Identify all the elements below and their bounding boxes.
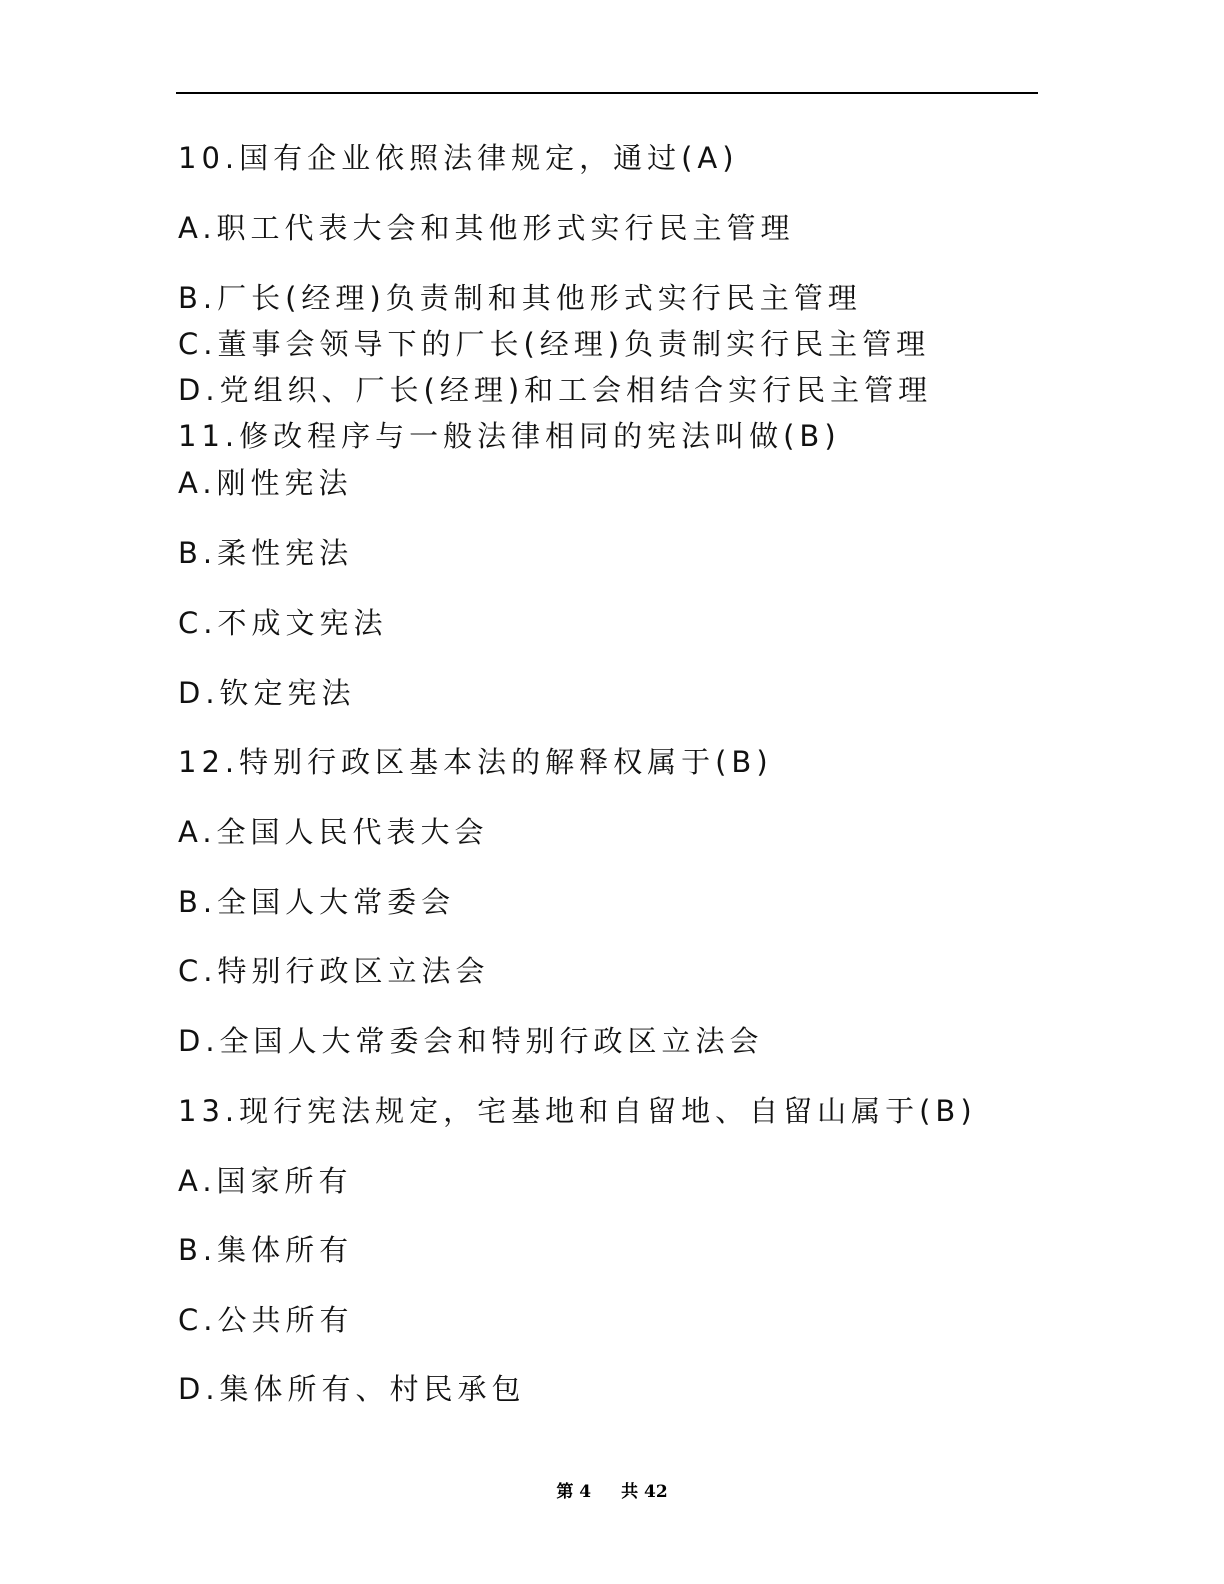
question-13-option-d: D.集体所有、村民承包	[178, 1372, 526, 1406]
page-number: 第 4	[556, 1482, 592, 1502]
page-footer	[0, 1477, 1224, 1502]
question-12: 12.特别行政区基本法的解释权属于(B)	[178, 745, 773, 779]
header-rule	[176, 92, 1038, 94]
question-11-option-b: B.柔性宪法	[178, 536, 354, 570]
question-10-option-c: C.董事会领导下的厂长(经理)负责制实行民主管理	[178, 327, 931, 361]
question-12-option-d: D.全国人大常委会和特别行政区立法会	[178, 1024, 764, 1058]
question-10-option-d: D.党组织、厂长(经理)和工会相结合实行民主管理	[178, 373, 933, 407]
page-total: 共 42	[621, 1482, 668, 1502]
question-10-option-b: B.厂长(经理)负责制和其他形式实行民主管理	[178, 281, 862, 315]
question-12-option-a: A.全国人民代表大会	[178, 815, 489, 849]
question-10-option-a: A.职工代表大会和其他形式实行民主管理	[178, 211, 795, 245]
question-10: 10.国有企业依照法律规定，通过(A)	[178, 141, 739, 175]
question-11-option-c: C.不成文宪法	[178, 606, 388, 640]
question-11-option-a: A.刚性宪法	[178, 466, 353, 500]
question-13-option-a: A.国家所有	[178, 1164, 353, 1198]
question-12-option-b: B.全国人大常委会	[178, 885, 456, 919]
question-13-option-b: B.集体所有	[178, 1233, 354, 1267]
question-11: 11.修改程序与一般法律相同的宪法叫做(B)	[178, 419, 841, 453]
question-12-option-c: C.特别行政区立法会	[178, 954, 490, 988]
question-11-option-d: D.钦定宪法	[178, 676, 356, 710]
question-13-option-c: C.公共所有	[178, 1303, 354, 1337]
question-13: 13.现行宪法规定，宅基地和自留地、自留山属于(B)	[178, 1094, 977, 1128]
